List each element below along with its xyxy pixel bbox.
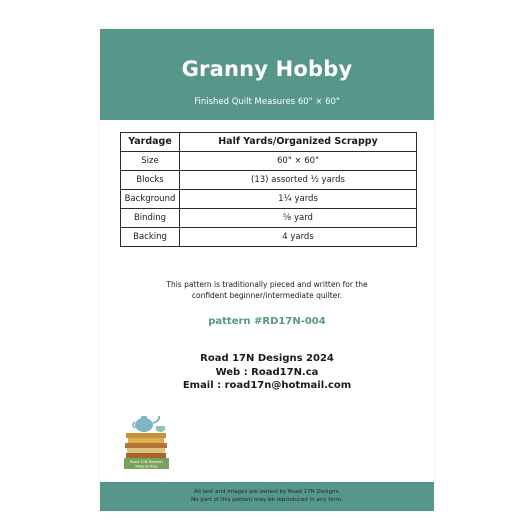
table-row [121, 228, 417, 247]
yardage-table [120, 132, 417, 247]
copyright-line: All text and images are owned by Road 17N Designs. [193, 489, 341, 495]
pattern-number: pattern #RD17N-004 [208, 316, 326, 327]
header-band [100, 29, 434, 120]
website-link[interactable]: Web : Road17N.ca [215, 366, 319, 378]
note-line: confident beginner/intermediate quilter. [191, 291, 343, 300]
table-cell-label: Binding [121, 209, 180, 228]
table-header-cell: Yardage [121, 133, 180, 152]
table-row [121, 152, 417, 171]
table-cell-label: Size [121, 152, 180, 171]
finished-size-subtitle: Finished Quilt Measures 60" × 60" [194, 97, 340, 107]
pattern-page [100, 29, 434, 511]
table-row [121, 190, 417, 209]
table-cell-value: 1¼ yards [180, 190, 417, 209]
copyright-line: No part of this pattern may be reproduced in any form. [191, 497, 343, 503]
table-row [121, 209, 417, 228]
table-header-row [121, 133, 417, 152]
table-cell-label: Backing [121, 228, 180, 247]
road17n-logo-icon [122, 413, 172, 475]
table-row [121, 171, 417, 190]
footer-band [100, 482, 434, 511]
logo-text-line2: Made by Rose [135, 464, 158, 469]
table-cell-value: ⅝ yard [180, 209, 417, 228]
table-cell-label: Blocks [121, 171, 180, 190]
logo-text-line1: Road 17N Designs [130, 460, 163, 464]
table-cell-label: Background [121, 190, 180, 209]
table-cell-value: 60" × 60" [180, 152, 417, 171]
table-cell-value: 4 yards [180, 228, 417, 247]
pattern-title: Granny Hobby [181, 57, 353, 81]
company-name: Road 17N Designs 2024 [200, 353, 334, 364]
note-line: This pattern is traditionally pieced and written for the [166, 280, 368, 289]
contact-block [100, 352, 434, 393]
table-cell-value: (13) assorted ½ yards [180, 171, 417, 190]
email-link[interactable]: Email : road17n@hotmail.com [182, 380, 352, 391]
table-header-cell: Half Yards/Organized Scrappy [180, 133, 417, 152]
skill-level-note [100, 279, 434, 301]
